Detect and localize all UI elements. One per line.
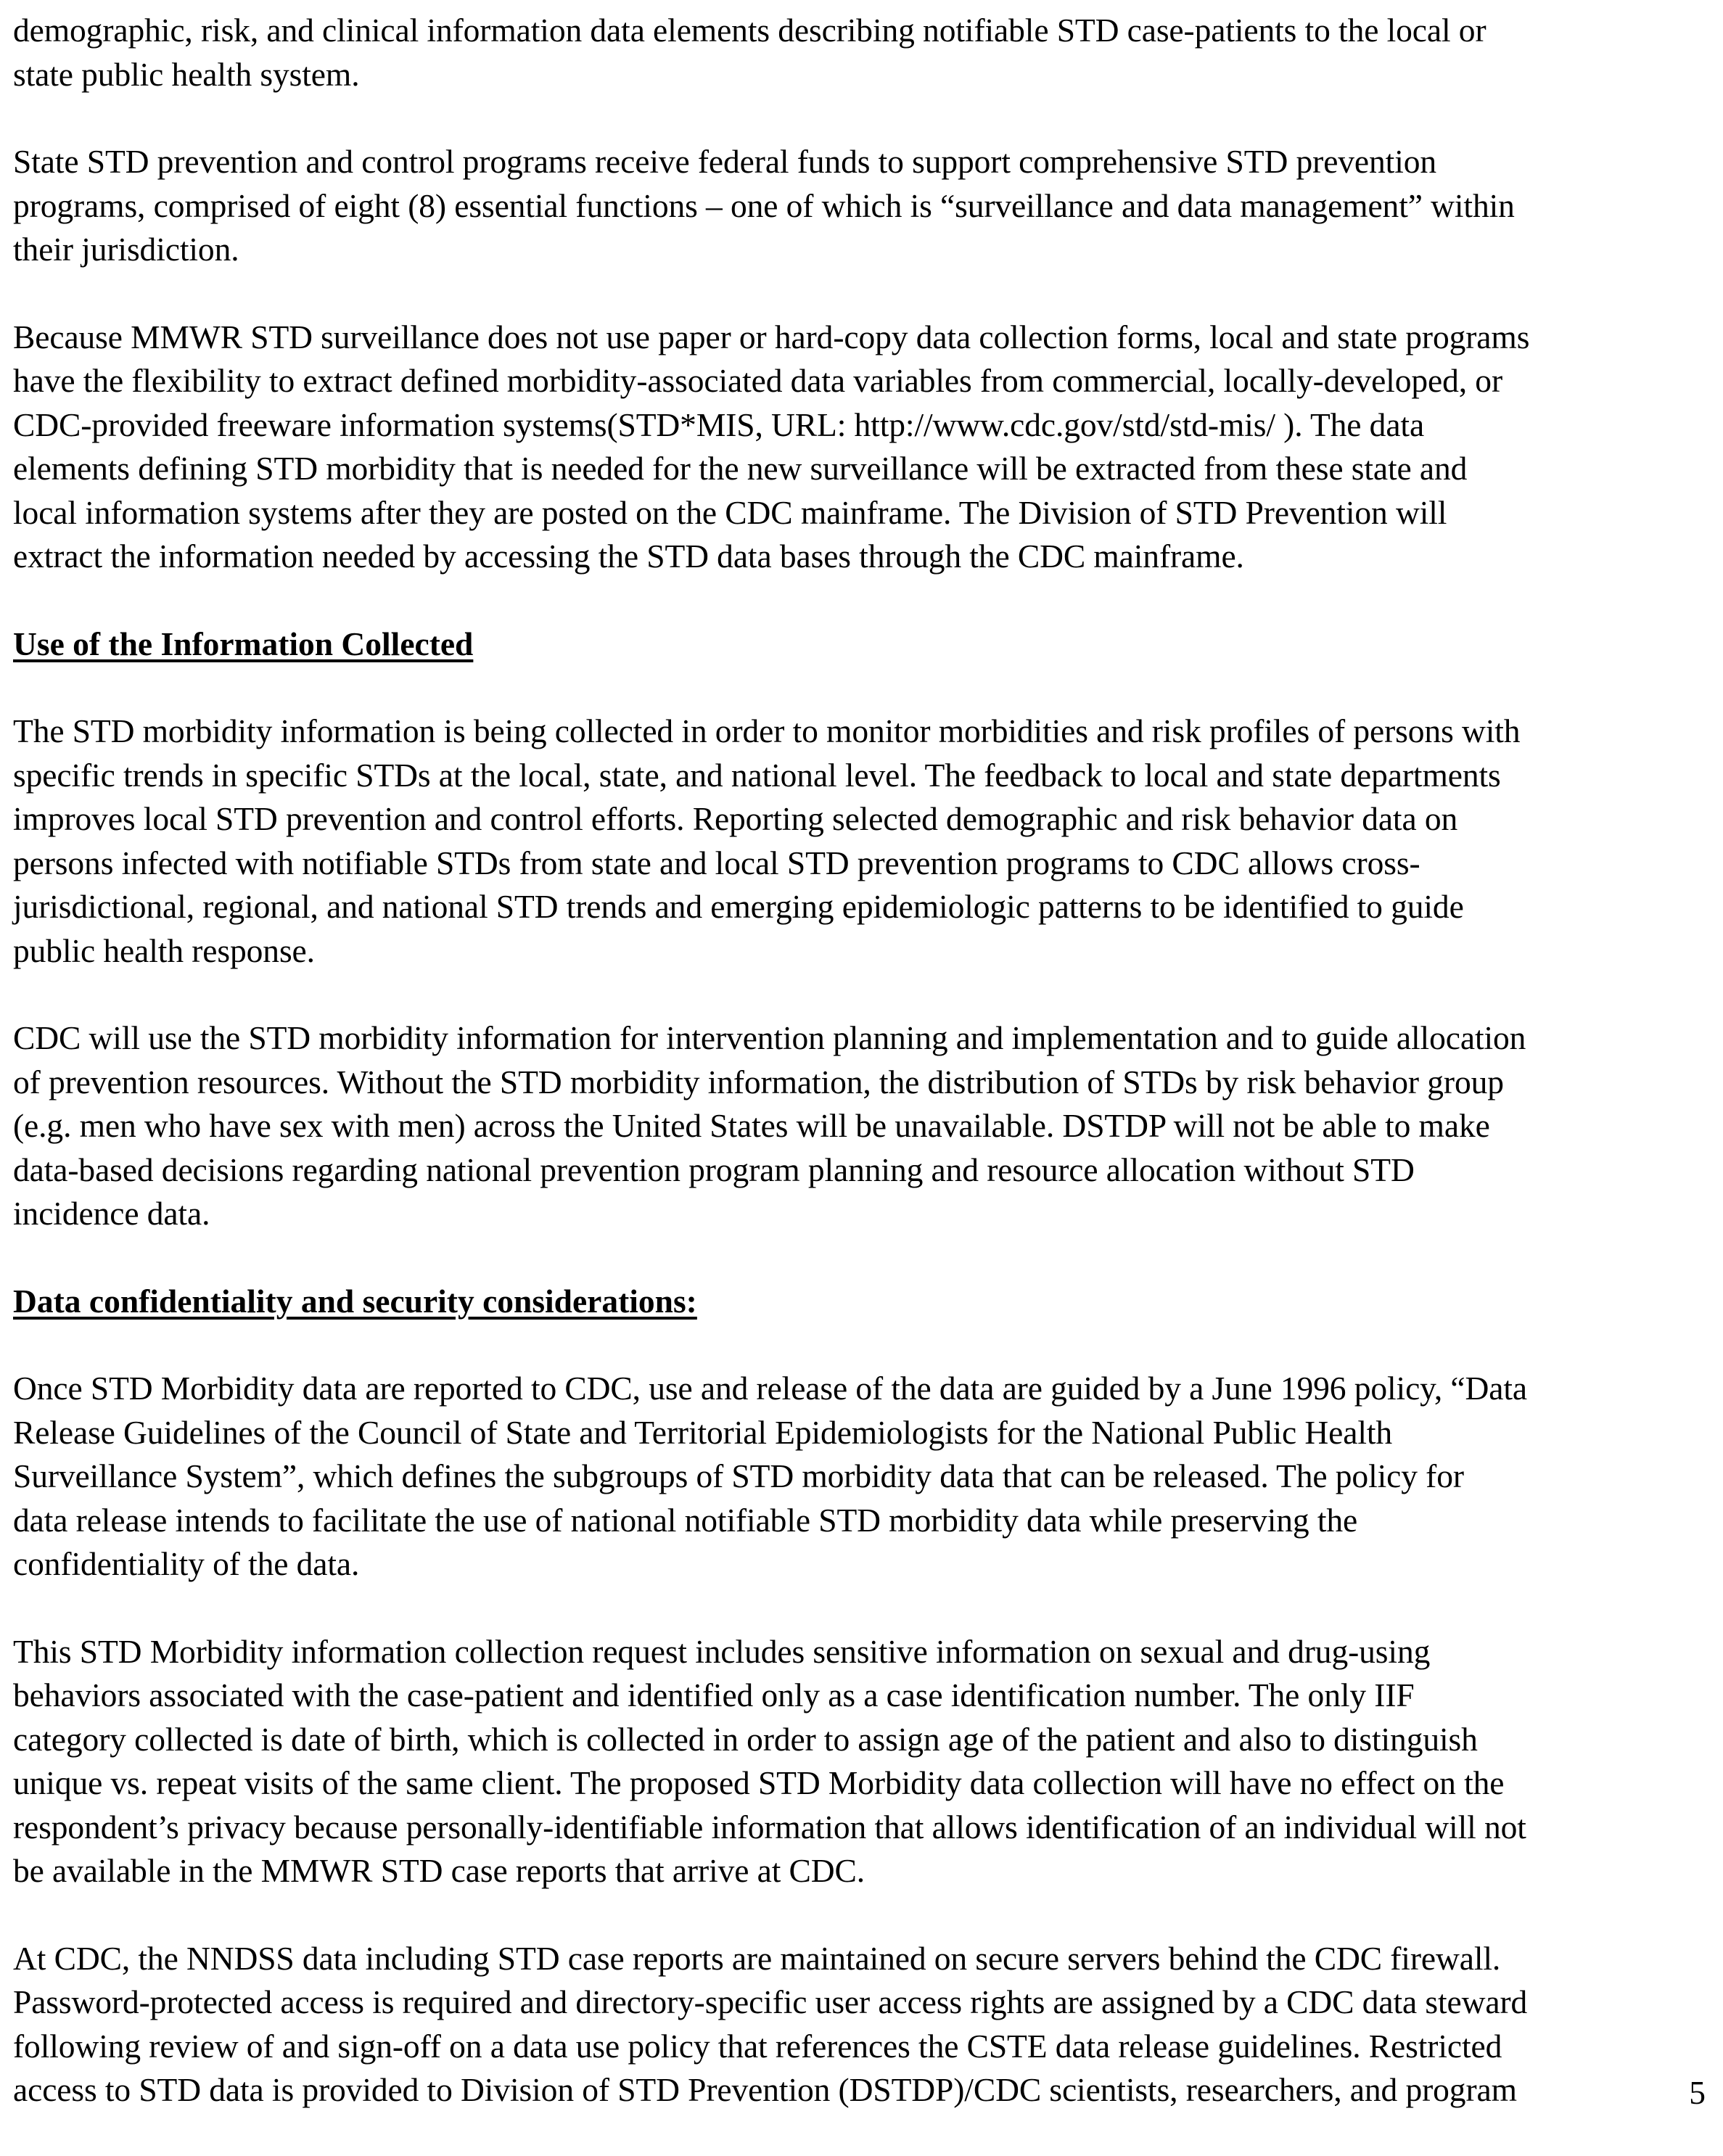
text-line: of prevention resources. Without the STD morbidity information, the distribution of STDs by risk behavior group bbox=[13, 1063, 1504, 1100]
text-line: be available in the MMWR STD case reports that arrive at CDC. bbox=[13, 1852, 865, 1889]
text-line: improves local STD prevention and control efforts. Reporting selected demographic and risk behavior data on bbox=[13, 800, 1458, 837]
text-line: programs, comprised of eight (8) essential functions – one of which is “surveillance and data management” within bbox=[13, 186, 1515, 224]
text-line: CDC-provided freeware information systems(STD*MIS, URL: http://www.cdc.gov/std/std-mis/ ). The data bbox=[13, 406, 1425, 443]
text-line: (e.g. men who have sex with men) across the United States will be unavailable. DSTDP will not be able to make bbox=[13, 1107, 1490, 1144]
text-line: The STD morbidity information is being collected in order to monitor morbidities and risk profiles of persons with bbox=[13, 712, 1521, 749]
paragraph-sensitive-information bbox=[13, 1630, 1711, 1893]
text-line: elements defining STD morbidity that is needed for the new surveillance will be extracted from these state and bbox=[13, 450, 1468, 487]
text-line: extract the information needed by accessing the STD data bases through the CDC mainframe. bbox=[13, 538, 1244, 575]
text-line: State STD prevention and control programs receive federal funds to support comprehensive STD prevention bbox=[13, 143, 1437, 180]
text-line: demographic, risk, and clinical information data elements describing notifiable STD case-patients to the local or bbox=[13, 12, 1486, 49]
section-heading-data-confidentiality: Data confidentiality and security considerations: bbox=[13, 1282, 697, 1320]
text-line: Once STD Morbidity data are reported to CDC, use and release of the data are guided by a June 1996 policy, “Data bbox=[13, 1370, 1527, 1407]
section-heading-use-of-information: Use of the Information Collected bbox=[13, 625, 474, 662]
text-line: confidentiality of the data. bbox=[13, 1545, 360, 1582]
text-line: state public health system. bbox=[13, 55, 360, 93]
text-line: data release intends to facilitate the use of national notifiable STD morbidity data while preserving the bbox=[13, 1501, 1358, 1539]
text-line: CDC will use the STD morbidity information for intervention planning and implementation and to guide allocation bbox=[13, 1019, 1526, 1056]
text-line: data-based decisions regarding national prevention program planning and resource allocation without STD bbox=[13, 1151, 1415, 1188]
paragraph-state-programs bbox=[13, 140, 1711, 272]
paragraph-mmwr-surveillance bbox=[13, 316, 1711, 579]
page-number: 5 bbox=[1689, 2074, 1706, 2111]
text-line: Release Guidelines of the Council of State and Territorial Epidemiologists for the National Public Health bbox=[13, 1413, 1393, 1451]
text-line: Surveillance System”, which defines the subgroups of STD morbidity data that can be released. The policy for bbox=[13, 1457, 1464, 1494]
text-line: public health response. bbox=[13, 931, 315, 969]
text-line: incidence data. bbox=[13, 1195, 210, 1232]
text-line: following review of and sign-off on a data use policy that references the CSTE data release guidelines. Restricted bbox=[13, 2027, 1502, 2065]
paragraph-intro-continuation bbox=[13, 9, 1711, 96]
text-line: persons infected with notifiable STDs from state and local STD prevention programs to CDC allows cross- bbox=[13, 844, 1420, 881]
document-page bbox=[13, 9, 1711, 2156]
text-line: category collected is date of birth, which is collected in order to assign age of the patient and also to distinguish bbox=[13, 1720, 1478, 1758]
paragraph-monitoring-purpose bbox=[13, 709, 1711, 973]
text-line: jurisdictional, regional, and national STD trends and emerging epidemiologic patterns to be identified to guide bbox=[13, 888, 1464, 925]
text-line: access to STD data is provided to Division of STD Prevention (DSTDP)/CDC scientists, researchers, and program bbox=[13, 2071, 1517, 2108]
text-line: Because MMWR STD surveillance does not use paper or hard-copy data collection forms, local and state programs bbox=[13, 318, 1530, 355]
text-line: specific trends in specific STDs at the local, state, and national level. The feedback to local and state departments bbox=[13, 756, 1501, 794]
paragraph-release-guidelines bbox=[13, 1367, 1711, 1587]
paragraph-cdc-use bbox=[13, 1016, 1711, 1236]
text-line: This STD Morbidity information collection request includes sensitive information on sexual and drug-using bbox=[13, 1632, 1431, 1670]
text-line: Password-protected access is required and directory-specific user access rights are assigned by a CDC data steward bbox=[13, 1983, 1528, 2020]
text-line: respondent’s privacy because personally-identifiable information that allows identification of an individual will not bbox=[13, 1808, 1526, 1846]
text-line: have the flexibility to extract defined morbidity-associated data variables from commercial, locally-developed, or bbox=[13, 362, 1503, 399]
text-line: local information systems after they are posted on the CDC mainframe. The Division of STD Prevention will bbox=[13, 493, 1447, 531]
paragraph-secure-servers bbox=[13, 1937, 1711, 2112]
text-line: At CDC, the NNDSS data including STD case reports are maintained on secure servers behind the CDC firewall. bbox=[13, 1939, 1501, 1977]
text-line: their jurisdiction. bbox=[13, 231, 239, 268]
text-line: unique vs. repeat visits of the same client. The proposed STD Morbidity data collection will have no effect on the bbox=[13, 1764, 1505, 1801]
text-line: behaviors associated with the case-patient and identified only as a case identification number. The only IIF bbox=[13, 1676, 1415, 1713]
